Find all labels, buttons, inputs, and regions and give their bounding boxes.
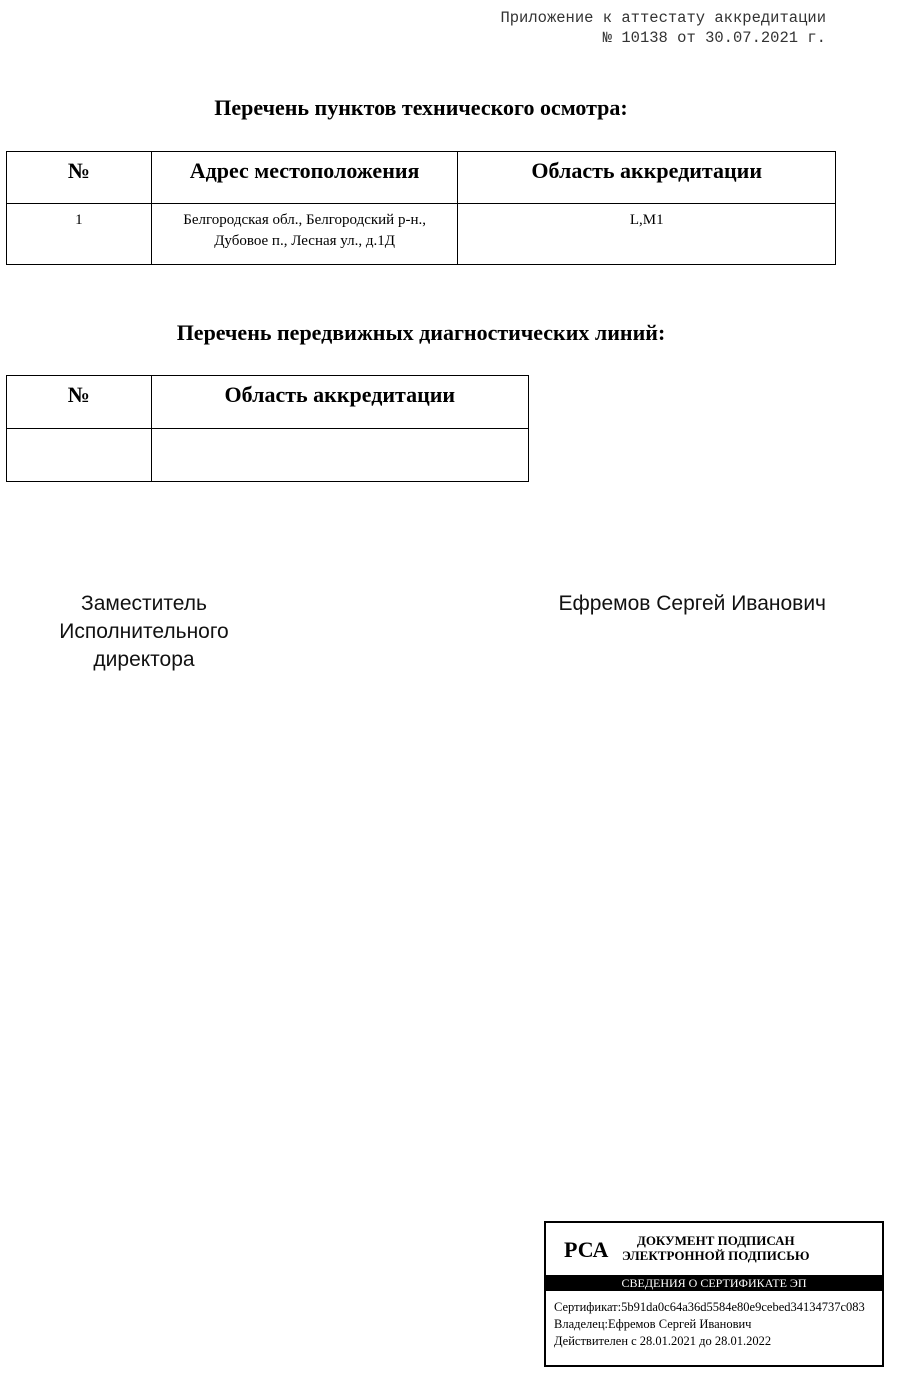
stamp-title xyxy=(622,1233,810,1263)
signer-position-line1: Заместитель xyxy=(81,592,207,615)
signer-name: Ефремов Сергей Иванович xyxy=(558,592,826,615)
inspection-points-title: Перечень пунктов технического осмотра: xyxy=(214,95,628,120)
column-header-scope: Область аккредитации xyxy=(458,152,836,204)
signer-position-line3: директора xyxy=(93,648,195,671)
appendix-note xyxy=(500,8,826,48)
appendix-note-line1: Приложение к аттестату аккредитации xyxy=(500,9,826,27)
cell-scope: L,M1 xyxy=(458,204,836,265)
cell-address xyxy=(151,204,458,265)
certificate-validity: Действителен с 28.01.2021 до 28.01.2022 xyxy=(554,1334,772,1348)
cell-number: 1 xyxy=(7,204,152,265)
stamp-title-line2: ЭЛЕКТРОННОЙ ПОДПИСЬЮ xyxy=(622,1248,810,1263)
signer-position xyxy=(44,590,244,674)
e-signature-stamp xyxy=(544,1221,884,1367)
column-header-number: № xyxy=(7,376,152,429)
certificate-id: Сертификат:5b91da0c64a36d5584e80e9cebed34134737c083 xyxy=(554,1300,865,1314)
stamp-title-line1: ДОКУМЕНТ ПОДПИСАН xyxy=(636,1233,795,1248)
column-header-number: № xyxy=(7,152,152,204)
mobile-lines-table xyxy=(6,375,529,482)
certificate-details xyxy=(554,1299,865,1350)
address-line2: Дубовое п., Лесная ул., д.1Д xyxy=(214,233,395,249)
inspection-points-table xyxy=(6,151,836,265)
address-line1: Белгородская обл., Белгородский р-н., xyxy=(183,212,426,228)
cell-scope xyxy=(151,429,528,482)
table-header-row xyxy=(7,376,529,429)
certificate-header-bar: СВЕДЕНИЯ О СЕРТИФИКАТЕ ЭП xyxy=(546,1275,882,1291)
mobile-lines-title: Перечень передвижных диагностических линий: xyxy=(176,320,666,345)
signer-position-line2: Исполнительного xyxy=(59,620,229,643)
cell-number xyxy=(7,429,152,482)
column-header-address: Адрес местоположения xyxy=(151,152,458,204)
table-header-row xyxy=(7,152,836,204)
column-header-scope: Область аккредитации xyxy=(151,376,528,429)
table-row xyxy=(7,204,836,265)
rsa-logo: РСА xyxy=(564,1237,609,1262)
appendix-note-line2: № 10138 от 30.07.2021 г. xyxy=(602,29,826,47)
table-row xyxy=(7,429,529,482)
certificate-owner: Владелец:Ефремов Сергей Иванович xyxy=(554,1317,752,1331)
